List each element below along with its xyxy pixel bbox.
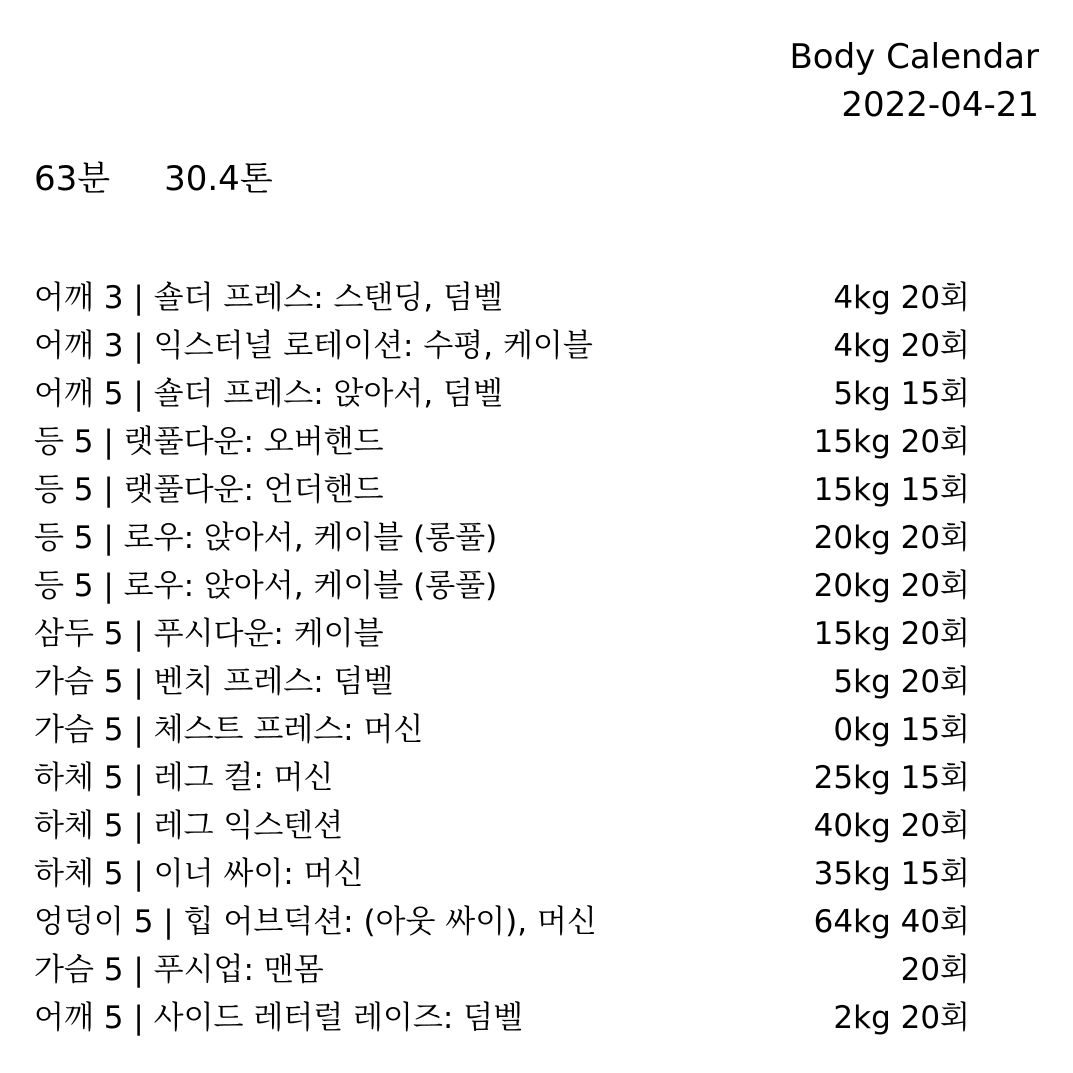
- exercise-name: 어깨 3 | 익스터널 로테이션: 수평, 케이블: [34, 327, 593, 364]
- exercise-name: 가슴 5 | 푸시업: 맨몸: [34, 951, 324, 988]
- workout-row: [34, 510, 970, 558]
- workout-row: [34, 558, 970, 606]
- exercise-amount: 15kg 15회: [813, 471, 970, 508]
- exercise-amount: 4kg 20회: [833, 279, 970, 316]
- workout-date: 2022-04-21: [841, 85, 1039, 125]
- workout-row: [34, 462, 970, 510]
- workout-row: [34, 366, 970, 414]
- exercise-amount: 35kg 15회: [813, 855, 970, 892]
- exercise-amount: 40kg 20회: [813, 807, 970, 844]
- exercise-name: 어깨 5 | 숄더 프레스: 앉아서, 덤벨: [34, 375, 503, 412]
- workout-row: [34, 990, 970, 1038]
- exercise-name: 가슴 5 | 체스트 프레스: 머신: [34, 711, 424, 748]
- total-tonnage: 30.4톤: [164, 159, 273, 199]
- exercise-amount: 4kg 20회: [833, 327, 970, 364]
- workout-summary: [34, 155, 273, 203]
- exercise-name: 하체 5 | 레그 컬: 머신: [34, 759, 334, 796]
- exercise-name: 하체 5 | 레그 익스텐션: [34, 807, 344, 844]
- exercise-name: 어깨 5 | 사이드 레터럴 레이즈: 덤벨: [34, 999, 524, 1036]
- header: [789, 33, 1039, 129]
- exercise-name: 등 5 | 랫풀다운: 오버핸드: [34, 423, 384, 460]
- workout-row: [34, 318, 970, 366]
- workout-row: [34, 750, 970, 798]
- exercise-amount: 64kg 40회: [813, 903, 970, 940]
- exercise-name: 어깨 3 | 숄더 프레스: 스탠딩, 덤벨: [34, 279, 503, 316]
- exercise-name: 삼두 5 | 푸시다운: 케이블: [34, 615, 384, 652]
- exercise-name: 등 5 | 로우: 앉아서, 케이블 (롱풀): [34, 567, 498, 604]
- workout-row: [34, 702, 970, 750]
- exercise-amount: 5kg 15회: [833, 375, 970, 412]
- workout-row: [34, 654, 970, 702]
- exercise-amount: 2kg 20회: [833, 999, 970, 1036]
- workout-row: [34, 942, 970, 990]
- workout-list: [34, 270, 970, 1038]
- duration: 63분: [34, 159, 111, 199]
- exercise-amount: 0kg 15회: [833, 711, 970, 748]
- workout-row: [34, 414, 970, 462]
- exercise-name: 등 5 | 로우: 앉아서, 케이블 (롱풀): [34, 519, 498, 556]
- exercise-name: 가슴 5 | 벤치 프레스: 덤벨: [34, 663, 394, 700]
- workout-row: [34, 270, 970, 318]
- exercise-amount: 20kg 20회: [813, 519, 970, 556]
- workout-row: [34, 894, 970, 942]
- exercise-name: 하체 5 | 이너 싸이: 머신: [34, 855, 364, 892]
- exercise-amount: 25kg 15회: [813, 759, 970, 796]
- exercise-name: 등 5 | 랫풀다운: 언더핸드: [34, 471, 384, 508]
- workout-row: [34, 606, 970, 654]
- workout-row: [34, 846, 970, 894]
- app-title: Body Calendar: [789, 37, 1039, 77]
- exercise-name: 엉덩이 5 | 힙 어브덕션: (아웃 싸이), 머신: [34, 903, 597, 940]
- exercise-amount: 15kg 20회: [813, 615, 970, 652]
- workout-row: [34, 798, 970, 846]
- exercise-amount: 20회: [900, 951, 970, 988]
- exercise-amount: 15kg 20회: [813, 423, 970, 460]
- exercise-amount: 20kg 20회: [813, 567, 970, 604]
- exercise-amount: 5kg 20회: [833, 663, 970, 700]
